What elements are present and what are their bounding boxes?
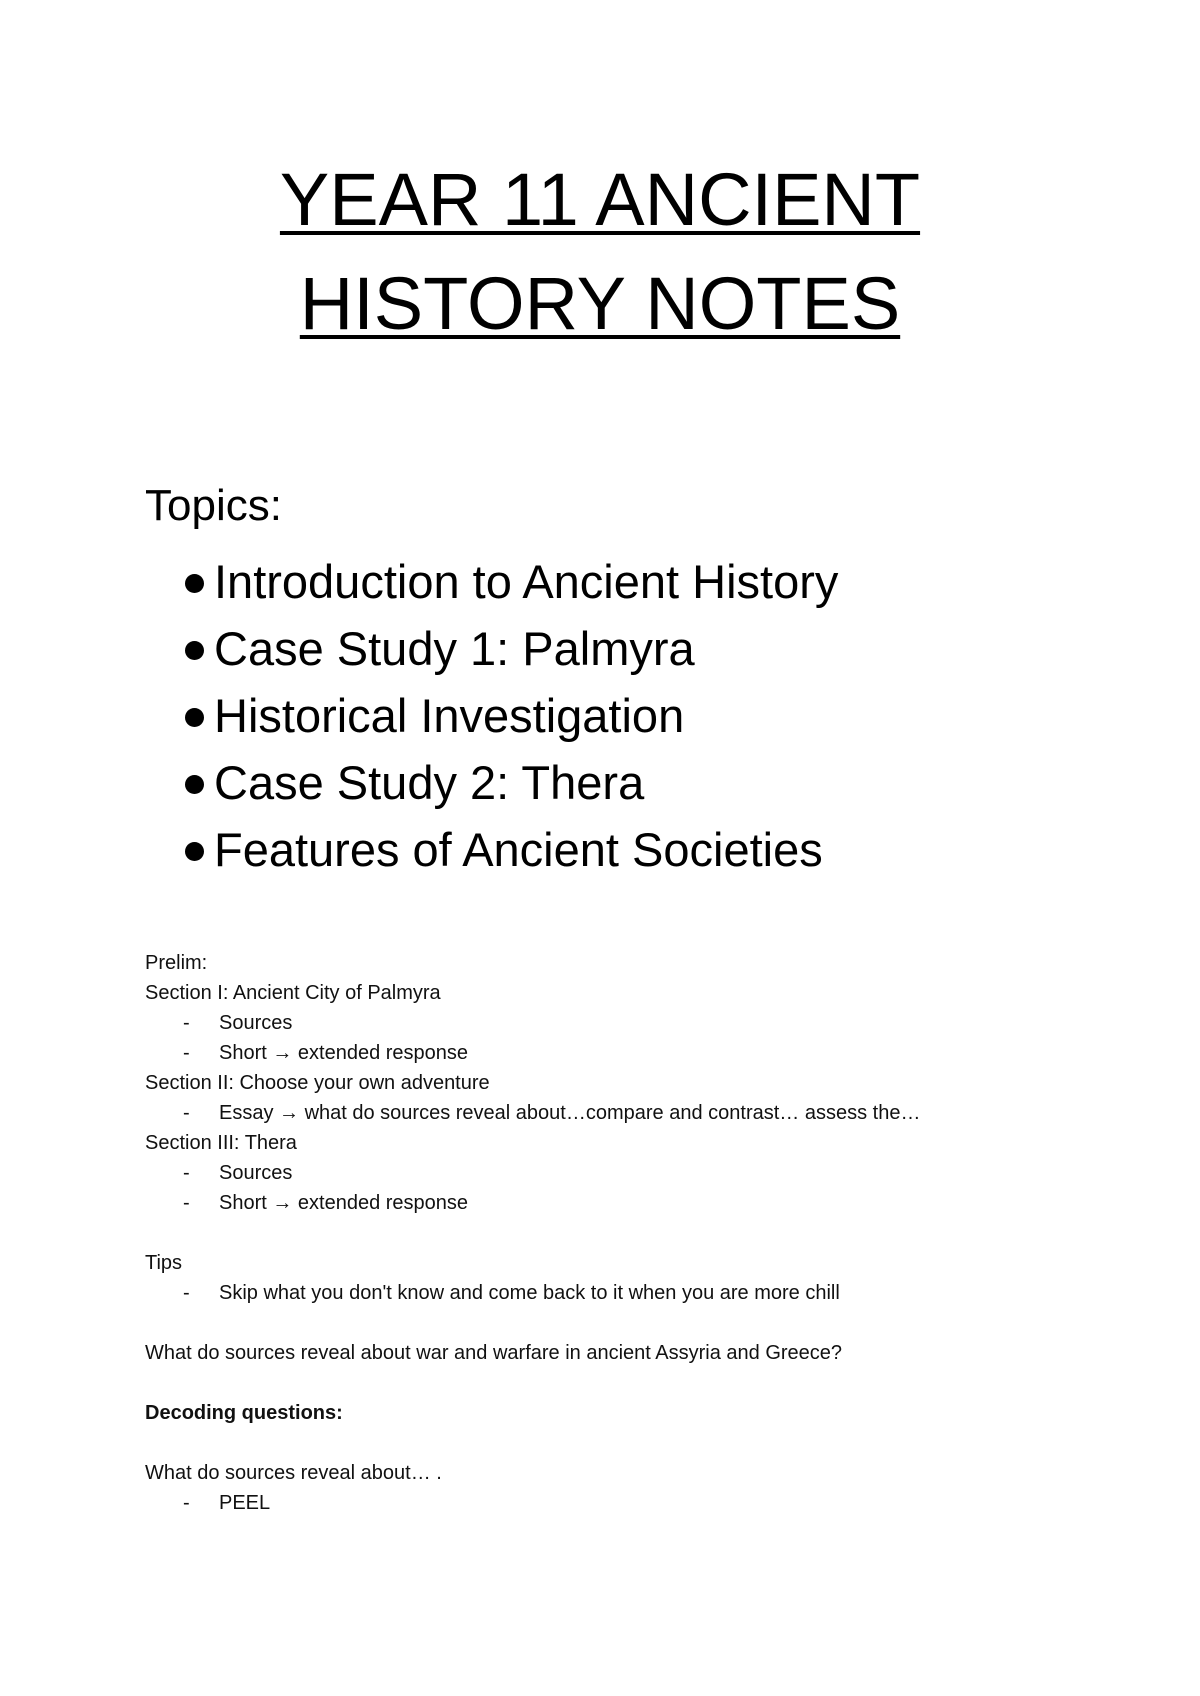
section-3-heading: Section III: Thera bbox=[145, 1132, 297, 1154]
list-item bbox=[145, 1188, 1065, 1218]
essay-question: What do sources reveal about war and warfare in ancient Assyria and Greece? bbox=[145, 1342, 843, 1364]
dash-marker: - bbox=[183, 1162, 190, 1184]
bullet-icon bbox=[185, 842, 204, 861]
decoding-prompt: What do sources reveal about… . bbox=[145, 1462, 442, 1484]
dash-marker: - bbox=[183, 1042, 190, 1064]
topic-item bbox=[185, 816, 838, 883]
list-item-text: Short → extended response bbox=[219, 1192, 469, 1214]
dash-marker: - bbox=[183, 1012, 190, 1034]
topic-text: Features of Ancient Societies bbox=[214, 823, 823, 876]
list-item-text: Short → extended response bbox=[219, 1042, 469, 1064]
topic-item bbox=[185, 749, 838, 816]
topic-item bbox=[185, 548, 838, 615]
list-item-text: PEEL bbox=[219, 1492, 271, 1514]
list-item-text: Essay → what do sources reveal about…compare and contrast… assess the… bbox=[219, 1102, 921, 1124]
topic-item bbox=[185, 682, 838, 749]
bullet-icon bbox=[185, 775, 204, 794]
decoding-heading: Decoding questions: bbox=[145, 1402, 343, 1424]
list-item-text: Skip what you don't know and come back to it when you are more chill bbox=[219, 1282, 840, 1304]
dash-marker: - bbox=[183, 1492, 190, 1514]
section-1-heading: Section I: Ancient City of Palmyra bbox=[145, 982, 441, 1004]
prelim-label: Prelim: bbox=[145, 952, 208, 974]
list-item bbox=[145, 1278, 1065, 1308]
topics-label: Topics: bbox=[145, 481, 282, 530]
topic-text: Introduction to Ancient History bbox=[214, 555, 839, 608]
list-item-text: Sources bbox=[219, 1162, 293, 1184]
list-item bbox=[145, 1038, 1065, 1068]
tips-label: Tips bbox=[145, 1252, 183, 1274]
list-item bbox=[145, 1158, 1065, 1188]
topics-list bbox=[185, 548, 838, 883]
list-item-text: Sources bbox=[219, 1012, 293, 1034]
topic-text: Historical Investigation bbox=[214, 689, 685, 742]
bullet-icon bbox=[185, 641, 204, 660]
topic-text: Case Study 2: Thera bbox=[214, 756, 645, 809]
dash-marker: - bbox=[183, 1102, 190, 1124]
title-line-2: HISTORY NOTES bbox=[299, 262, 901, 345]
bullet-icon bbox=[185, 574, 204, 593]
dash-marker: - bbox=[183, 1282, 190, 1304]
topic-text: Case Study 1: Palmyra bbox=[214, 622, 695, 675]
list-item bbox=[145, 1488, 1065, 1518]
notes-body bbox=[145, 948, 1065, 1518]
title-line-1: YEAR 11 ANCIENT bbox=[279, 158, 921, 241]
spacer bbox=[145, 1368, 1065, 1398]
spacer bbox=[145, 1308, 1065, 1338]
bullet-icon bbox=[185, 708, 204, 727]
dash-marker: - bbox=[183, 1192, 190, 1214]
list-item bbox=[145, 1008, 1065, 1038]
list-item bbox=[145, 1098, 959, 1128]
spacer bbox=[145, 1428, 1065, 1458]
spacer bbox=[145, 1218, 1065, 1248]
topic-item bbox=[185, 615, 838, 682]
document-title bbox=[0, 148, 1200, 356]
section-2-heading: Section II: Choose your own adventure bbox=[145, 1072, 490, 1094]
